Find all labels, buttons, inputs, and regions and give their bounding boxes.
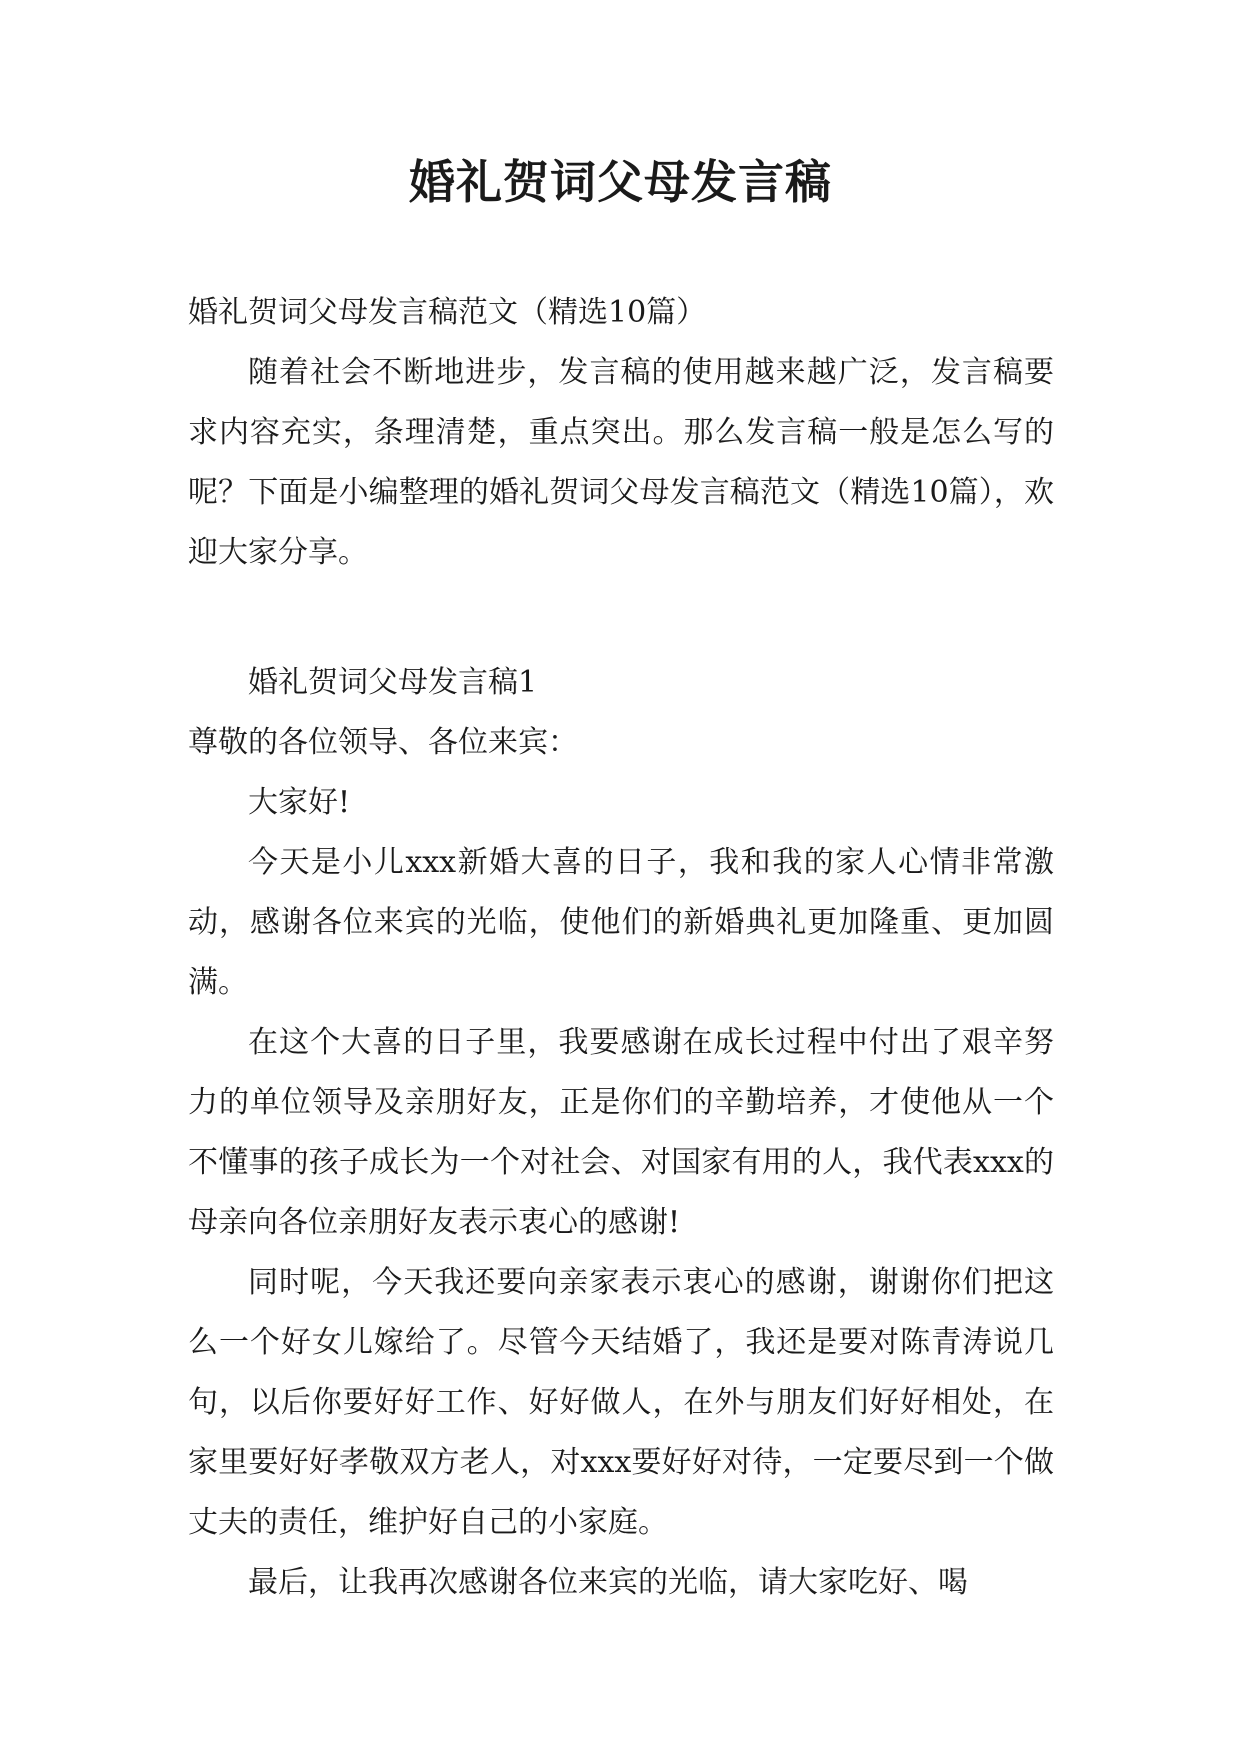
body-paragraph-3: 同时呢，今天我还要向亲家表示衷心的感谢，谢谢你们把这么一个好女儿嫁给了。尽管今天结婚了，我还是要对陈青涛说几句，以后你要好好工作、好好做人，在外与朋友们好好相处，在家里要好好孝敬双方老人，对xxx要好好对待，一定要尽到一个做丈夫的责任，维护好自己的小家庭。 [188,1265,1054,1540]
intro-paragraph: 随着社会不断地进步，发言稿的使用越来越广泛，发言稿要求内容充实，条理清楚，重点突出。那么发言稿一般是怎么写的呢？下面是小编整理的婚礼贺词父母发言稿范文（精选10篇），欢迎大家分享。 [188,355,1054,570]
salutation: 尊敬的各位领导、各位来宾： [188,725,578,760]
document-title: 婚礼贺词父母发言稿 [409,155,832,209]
section-spacer [188,583,1054,653]
document-body [188,283,1054,1613]
body-paragraph-2: 在这个大喜的日子里，我要感谢在成长过程中付出了艰辛努力的单位领导及亲朋好友，正是你们的辛勤培养，才使他从一个不懂事的孩子成长为一个对社会、对国家有用的人，我代表xxx的母亲向各位亲朋好友表示衷心的感谢! [188,1025,1054,1240]
greeting: 大家好! [248,785,351,820]
body-paragraph-4: 最后，让我再次感谢各位来宾的光临，请大家吃好、喝 [248,1565,968,1600]
document-subtitle: 婚礼贺词父母发言稿范文（精选10篇） [188,295,707,330]
section-heading: 婚礼贺词父母发言稿1 [248,665,538,700]
body-paragraph-1: 今天是小儿xxx新婚大喜的日子，我和我的家人心情非常激动，感谢各位来宾的光临，使他们的新婚典礼更加隆重、更加圆满。 [188,845,1054,1000]
